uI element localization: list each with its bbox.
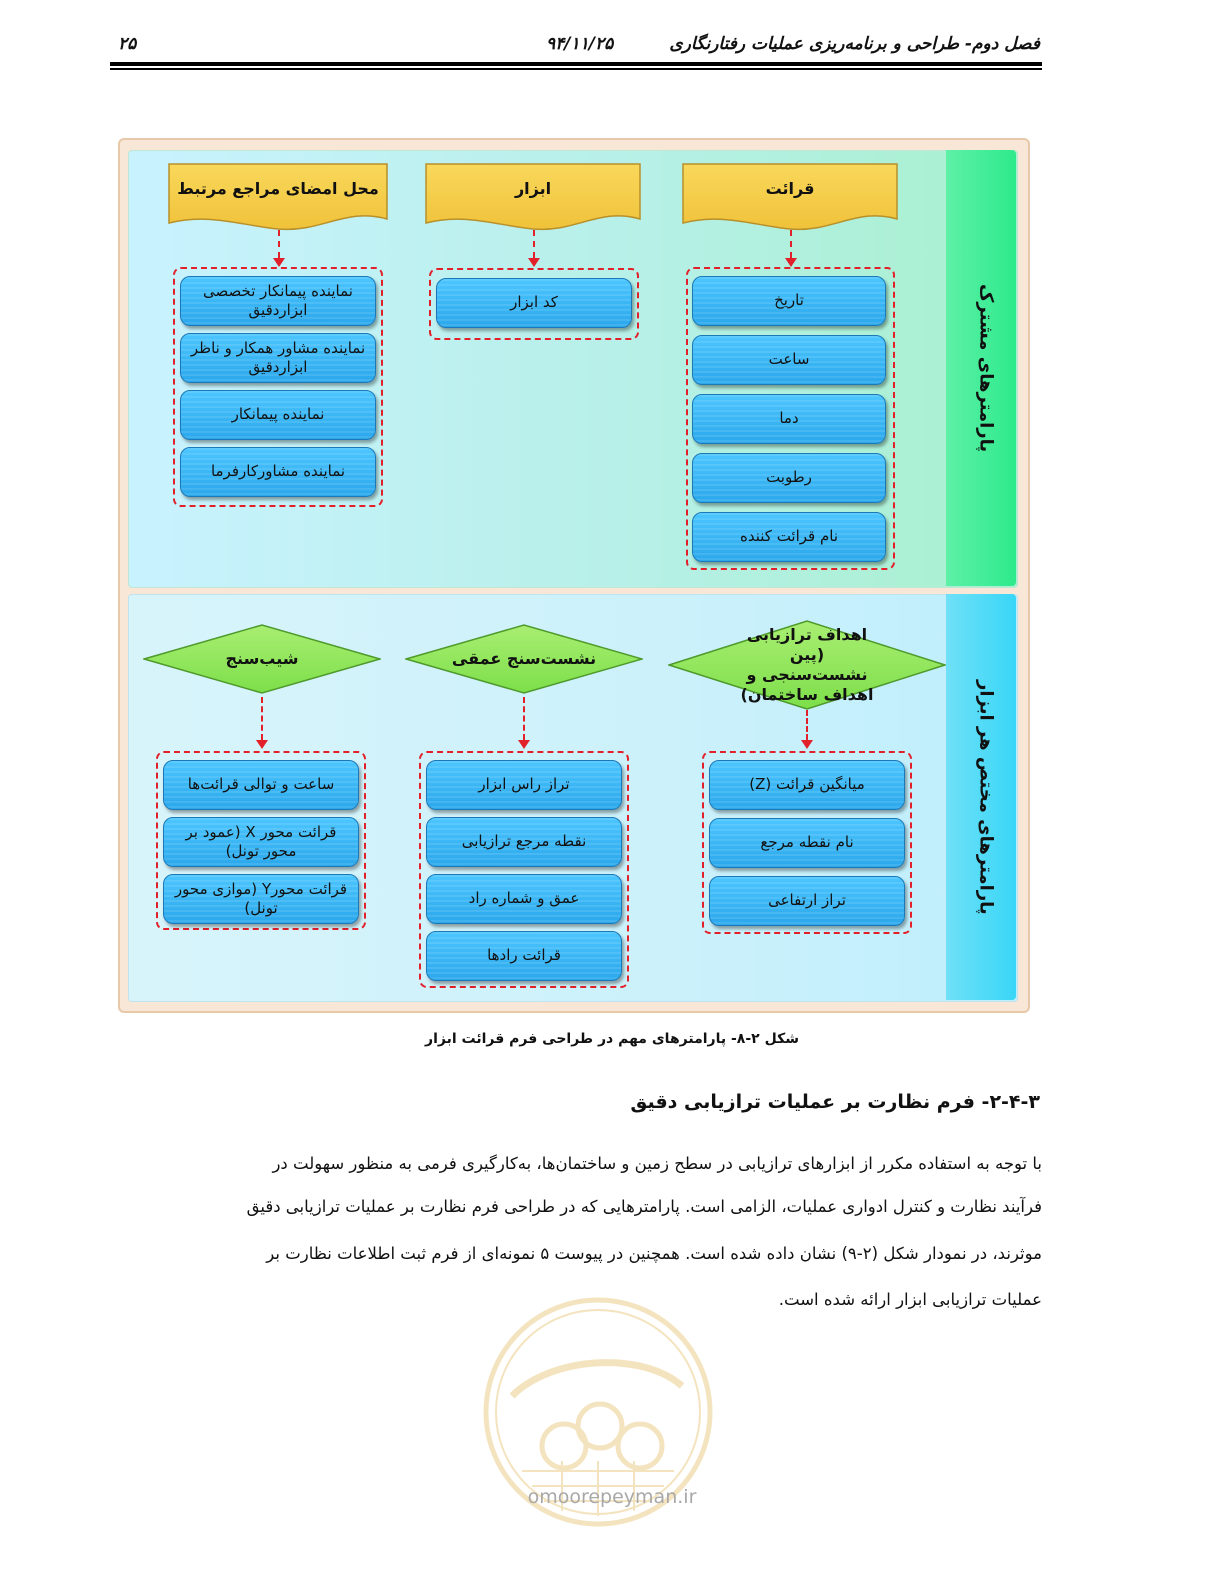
arrow-reading [790,230,794,258]
arrow-depth-head [518,740,530,749]
banner-signatures-label: محل امضای مراجع مرتبط [177,178,379,198]
arrow-instrument-head [528,258,540,267]
list-item: تراز راس ابزار [426,760,622,810]
watermark-site: omoorepeyman.ir [527,1486,697,1508]
paragraph-line: با توجه به استفاده مکرر از ابزارهای ترازیابی در سطح زمین و ساختمان‌ها، به‌کارگیری فرمی به منظور سهولت در [272,1154,1042,1173]
list-item: قرائت رادها [426,931,622,981]
chapter-title: فصل دوم- طراحی و برنامه‌ریزی عملیات رفتارنگاری [669,34,1040,54]
list-item: ساعت [692,335,886,385]
diamond-inclinometer [143,624,381,694]
banner-reading [682,163,898,235]
list-item: نام نقطه مرجع [709,818,905,868]
page-number: ۲۵ [118,34,137,54]
diamond-depth-settlement [405,624,643,694]
list-item: نماینده مشاور همکار و ناظر ابزاردقیق [180,333,376,383]
banner-signatures [168,163,388,235]
paragraph-line: موثرند، در نمودار شکل (۲-۹) نشان داده شده است. همچنین در پیوست ۵ نمونه‌ای از فرم ثبت اطلاعات نظارت بر [266,1244,1042,1263]
arrow-reading-head [785,258,797,267]
banner-instrument [425,163,641,235]
specific-params-label: پارامترهای مختص هر ابزار [975,679,997,915]
arrow-depth [523,697,527,740]
list-item: نماینده پیمانکار تخصصی ابزاردقیق [180,276,376,326]
banner-instrument-label: ابزار [514,178,552,198]
list-item: دما [692,394,886,444]
common-params-label: پارامترهای مشترک [975,283,997,453]
list-item: قرائت محورY (موازی محور تونل) [163,874,359,924]
list-item: نماینده مشاورکارفرما [180,447,376,497]
list-item: تراز ارتفاعی [709,876,905,926]
section-heading: ۲-۴-۳- فرم نظارت بر عملیات ترازیابی دقیق [630,1091,1040,1113]
list-item: نماینده پیمانکار [180,390,376,440]
arrow-inclinometer-head [256,740,268,749]
diamond-leveling-targets [668,620,946,710]
list-item: نقطه مرجع ترازیابی [426,817,622,867]
header-rule-thick [110,62,1042,66]
paragraph-line: فرآیند نظارت و کنترل ادواری عملیات، الزامی است. پارامترهایی که در طراحی فرم نظارت بر عملیات ترازیابی دقیق [246,1197,1042,1216]
header-date: ۹۴/۱۱/۲۵ [546,34,614,54]
list-item: عمق و شماره راد [426,874,622,924]
list-item: ساعت و توالی قرائت‌ها [163,760,359,810]
arrow-leveling-head [801,740,813,749]
list-item: تاریخ [692,276,886,326]
list-item: قرائت محور X (عمود بر محور تونل) [163,817,359,867]
diamond-inclinometer-label: شیب‌سنج [225,649,299,668]
list-item: میانگین قرائت (Z) [709,760,905,810]
diamond-depth-settlement-label: نشست‌سنج عمقی [451,649,597,668]
arrow-signatures-head [273,258,285,267]
arrow-signatures [278,230,282,258]
diamond-leveling-targets-label: اهداف ترازیابی (پین نشست‌سنجی و اهداف ساختمان) [740,625,874,704]
banner-reading-label: قرائت [765,178,815,198]
header-rule-thin [110,68,1042,70]
list-item: کد ابزار [436,278,632,328]
list-item: نام قرائت کننده [692,512,886,562]
arrow-leveling [806,710,810,740]
arrow-inclinometer [261,697,265,740]
arrow-instrument [533,230,537,258]
figure-caption: شکل ۲-۸- پارامترهای مهم در طراحی فرم قرائت ابزار [425,1031,799,1047]
list-item: رطوبت [692,453,886,503]
paragraph-line: عملیات ترازیابی ابزار ارائه شده است. [778,1290,1042,1309]
